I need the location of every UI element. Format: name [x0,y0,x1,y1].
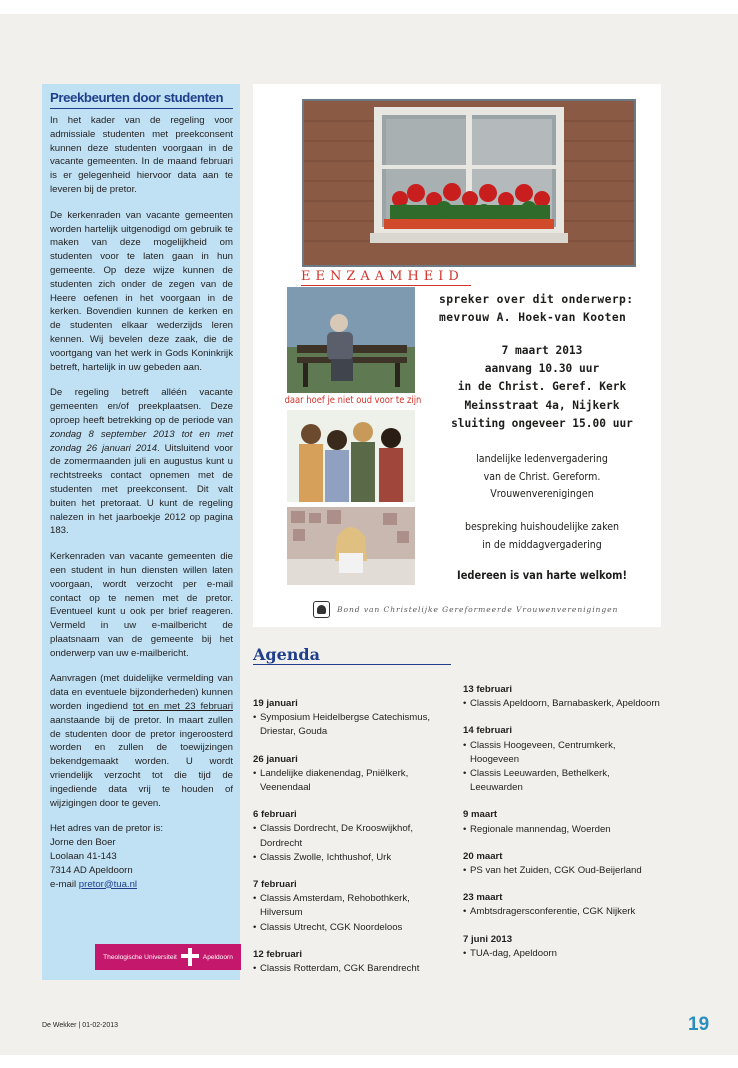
pretor-address [50,822,233,891]
meeting-line: Vrouwenverenigingen [490,487,594,500]
bond-name: Bond van Christelijke Gereformeerde Vrouwenverenigingen [337,605,619,614]
agenda-group [253,697,453,740]
poster-caption: daar hoef je niet oud voor te zijn [284,395,422,406]
address-city: 7314 AD Apeldoorn [50,864,133,876]
agenda-item: • Classis Rotterdam, CGK Barendrecht [253,962,453,976]
agenda-date: 14 februari [463,725,513,737]
agenda-item: • Classis Apeldoorn, Barnabaskerk, Apeldoorn [463,697,663,711]
sidebar-text: Aanvragen (met duidelijke vermelding van data en eventuele bijzonderheden) kunnen worden ingediend [50,673,233,713]
poster-title: EENZAAMHEID [301,269,471,286]
old-man-bench-photo [287,287,415,393]
address-email-line [50,878,233,892]
address-street: Loolaan 41-143 [50,851,117,863]
sidebar-paragraph: In het kader van de regeling voor admissiale studenten met preekconsent kunnen deze studenten voorgaan in de vacante gemeenten. In de maand februari is er gelegenheid hiervoor data aan te leveren bij de pretor. [50,115,233,195]
detail-line: aanvang 10.30 uur [484,362,600,376]
poster-details [431,342,653,433]
agenda-group [253,878,453,935]
bond-line [313,601,659,618]
sidebar-period-italic: zondag 8 september 2013 tot en met zondag 26 januari 2014 [50,428,233,454]
poster-bespreking [447,518,638,553]
window-flowers-photo [302,99,636,267]
detail-line: 7 maart 2013 [501,344,583,357]
address-name: Jorne den Boer [50,837,116,849]
agenda-date: 13 februari [463,684,513,695]
agenda-group [253,948,453,976]
agenda-group [463,850,663,878]
page-top-margin [0,0,738,14]
agenda-column-right [463,683,663,974]
agenda-group [463,933,663,961]
address-intro: Het adres van de pretor is: [50,823,164,835]
poster-speaker [439,291,659,327]
agenda-date: 26 januari [253,753,298,765]
bespreking-line: bespreking huishoudelijke zaken [464,520,620,533]
agenda-date: 7 juni 2013 [463,933,513,945]
agenda-item: • Classis Zwolle, Ichthushof, Urk [253,851,453,865]
footer-publication: De Wekker | 01-02-2013 [42,1022,119,1029]
agenda-column-left [253,697,453,989]
tua-logo [95,944,241,970]
agenda-item: • Classis Leeuwarden, Bethelkerk, Leeuwarden [463,767,663,795]
agenda-item: • Classis Amsterdam, Rehobothkerk, Hilversum [253,892,453,920]
agenda-item: • Ambtsdragersconferentie, CGK Nijkerk [463,905,663,919]
agenda-group [463,683,663,711]
bond-logo-icon [313,601,330,618]
agenda-item: • Classis Dordrecht, De Krooswijkhof, Dordrecht [253,822,453,850]
lonely-girl-photo [287,507,415,585]
speaker-line: spreker over dit onderwerp: [439,293,634,306]
agenda-item: • PS van het Zuiden, CGK Oud-Beijerland [463,864,663,878]
speaker-name: mevrouw A. Hoek-van Kooten [439,311,627,324]
agenda-date: 19 januari [253,698,298,709]
girls-group-photo [287,410,415,502]
agenda-item: • Classis Hoogeveen, Centrumkerk, Hoogeveen [463,739,663,767]
sidebar-preekbeurten [42,84,240,980]
eenzaamheid-poster [253,84,661,627]
agenda-group [253,808,453,865]
sidebar-paragraph: Kerkenraden van vacante gemeenten die een student in hun diensten willen laten voorgaan, wordt verzocht per e-mail contact op te nemen met de pretor. Eventueel kunt u ook per brief reageren. Vermeld in uw e-mailbericht de plaatsnaam van de gemeente bij het onderwerp van uw e-mailbericht. [50,551,233,659]
agenda-date: 9 maart [463,809,498,821]
poster-welcome: Iedereen is van harte welkom! [457,568,627,582]
agenda-date: 6 februari [253,809,297,821]
detail-line: in de Christ. Geref. Kerk [457,380,627,394]
sidebar-text: De regeling betreft alléén vacante gemeenten en/of preekplaatsen. Deze oproep heeft betrekking op de periode van [50,387,233,426]
page-number: 19 [688,1014,710,1035]
agenda-item: • Classis Utrecht, CGK Noordeloos [253,921,453,935]
page-bottom-margin [0,1055,738,1068]
email-link[interactable]: pretor@tua.nl [78,878,138,890]
detail-line: sluiting ongeveer 15.00 uur [451,416,633,430]
meeting-line: van de Christ. Gereform. [483,469,601,483]
agenda-group [253,753,453,796]
sidebar-paragraph: De kerkenraden van vacante gemeenten worden hartelijk uitgenodigd om gebruik te maken van deze mogelijkheid om studenten voor te laten gaan in hun gemeente. Op deze wijze kunnen de studenten zich onder de zegen van de Heere oefenen in het voorgaan in de kerken. Bovendien kunnen de kerken en de studenten elkaar wederzijds leren kennen. Wij bevelen deze zaak, die de voortgang van het werk in Gods Koninkrijk betreft, hartelijk in uw gebeden aan. [50,209,233,373]
sidebar-paragraph [50,672,233,810]
agenda-date: 20 maart [463,850,503,862]
agenda-group [463,808,663,836]
agenda-item: • Landelijke diakenendag, Pniëlkerk, Veenendaal [253,767,453,795]
agenda-title: Agenda [253,645,451,665]
agenda-group [463,724,663,795]
sidebar-text: . Uitsluitend voor de zomermaanden juli en augustus kunt u rechtstreeks contact opnemen met de studenten met preekconsent. Dit valt buiten het pretoraat. U kunt de regeling nalezen in het jaarboekje 2012 op pagina 183. [50,442,233,537]
sidebar-title: Preekbeurten door studenten [50,90,233,109]
meeting-line: landelijke ledenvergadering [476,452,608,465]
agenda-item: • Regionale mannendag, Woerden [463,823,663,837]
sidebar-text: aanstaande bij de pretor. In maart zullen de studenten door de pretor ingeroosterd worden en zullen de toewijzingen bekendgemaakt worden. U wordt vriendelijk verzocht tot die tijd de ingediende data vrij te houden of wijzigingen door te geven. [50,714,233,809]
bespreking-line: in de middagvergadering [482,537,602,551]
agenda-date: 23 maart [463,892,503,904]
agenda-item: • TUA-dag, Apeldoorn [463,947,663,961]
agenda-group [463,891,663,919]
email-label: e-mail [50,878,79,890]
tua-logo-right: Apeldoorn [202,953,233,961]
poster-meeting [447,450,638,503]
agenda-date: 7 februari [253,879,297,891]
sidebar-paragraph [50,386,233,538]
detail-line: Meinsstraat 4a, Nijkerk [464,398,620,412]
sidebar-deadline: tot en met 23 februari [132,701,233,713]
agenda-date: 12 februari [253,948,303,960]
tua-cross-icon [181,948,199,966]
agenda-item: • Symposium Heidelbergse Catechismus, Driestar, Gouda [253,711,453,739]
tua-logo-left: Theologische Universiteit [103,953,177,961]
